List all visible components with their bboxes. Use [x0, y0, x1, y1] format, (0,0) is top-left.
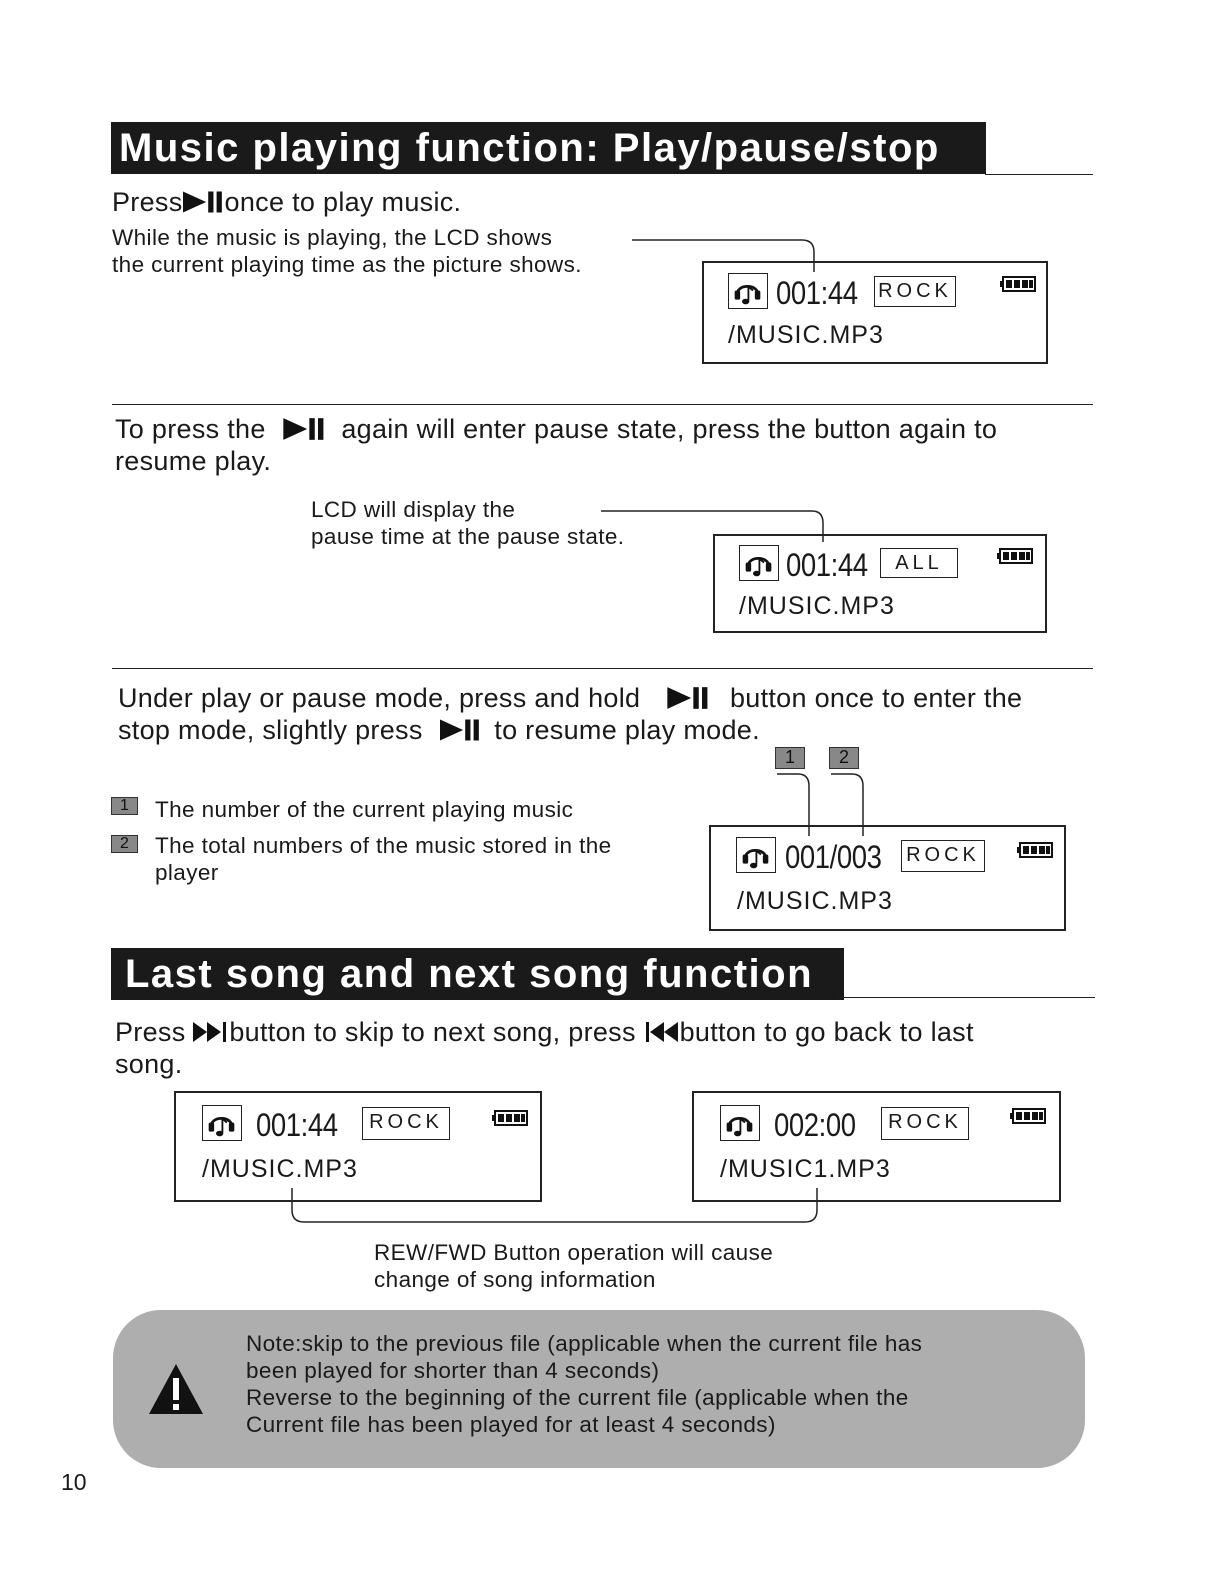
lcd-filename: /MUSIC.MP3 — [737, 887, 893, 915]
lcd-track-counter: 001/003 — [785, 839, 882, 875]
section-title-play-pause-stop: Music playing function: Play/pause/stop — [111, 122, 986, 174]
text-part: to resume play mode. — [494, 715, 760, 745]
press-rest: once to play music. — [224, 187, 462, 217]
title-underline — [838, 997, 1095, 998]
text-part: stop mode, slightly press — [118, 715, 423, 745]
lcd-desc-line-2: the current playing time as the picture shows. — [112, 252, 582, 277]
headphone-icon — [728, 273, 768, 309]
warning-icon — [147, 1362, 205, 1416]
section-divider — [112, 668, 1093, 669]
lcd-filename: /MUSIC.MP3 — [202, 1155, 358, 1183]
stop-instruction-line-1 — [118, 682, 1022, 714]
battery-icon — [1000, 276, 1036, 292]
battery-icon — [492, 1110, 528, 1126]
legend-number-1: 1 — [111, 797, 138, 815]
lcd-mode-badge: ROCK — [362, 1107, 450, 1140]
lcd-time: 001:44 — [776, 275, 858, 311]
legend-number-2: 2 — [111, 835, 138, 853]
lcd-mode-badge: ROCK — [901, 840, 985, 872]
rew-fwd-caption-line-2: change of song information — [374, 1267, 656, 1292]
battery-icon — [997, 548, 1033, 564]
text-part: button to skip to next song, press — [229, 1017, 636, 1047]
headphone-icon — [736, 837, 776, 873]
callout-number-1: 1 — [775, 747, 805, 769]
text-part: Press — [115, 1017, 186, 1047]
battery-icon — [1017, 842, 1053, 858]
play-pause-icon — [282, 416, 328, 442]
text-part: again will enter pause state, press the button again to — [341, 414, 998, 444]
play-pause-icon — [440, 717, 482, 743]
lcd-mode-badge: ROCK — [874, 276, 956, 307]
lcd-display-track-count — [709, 825, 1066, 931]
text-part: Under play or pause mode, press and hold — [118, 683, 641, 713]
lcd-filename: /MUSIC.MP3 — [739, 592, 895, 620]
battery-icon — [1010, 1108, 1046, 1124]
headphone-icon — [739, 545, 779, 581]
lcd-desc-line-1: While the music is playing, the LCD shows — [112, 225, 553, 250]
previous-track-icon — [644, 1019, 680, 1045]
lcd-time: 002:00 — [774, 1107, 856, 1143]
note-line-4: Current file has been played for at least 4 seconds) — [246, 1412, 776, 1437]
play-pause-icon — [666, 685, 712, 711]
pause-desc-line-1: LCD will display the — [311, 497, 516, 522]
callout-number-2: 2 — [829, 747, 859, 769]
lcd-mode-badge: ALL — [880, 548, 958, 578]
pause-instruction-line-2: resume play. — [115, 446, 272, 476]
headphone-icon — [720, 1105, 760, 1141]
lcd-display-paused — [713, 534, 1047, 633]
legend-text-2: The total numbers of the music stored in the — [155, 833, 612, 858]
next-track-icon — [193, 1019, 229, 1045]
page-number: 10 — [61, 1469, 87, 1495]
note-line-3: Reverse to the beginning of the current file (applicable when the — [246, 1385, 909, 1410]
note-line-1: Note:skip to the previous file (applicable when the current file has — [246, 1331, 923, 1356]
pause-instruction-line-1 — [115, 413, 997, 445]
lcd-display-before-skip — [174, 1091, 542, 1202]
pause-desc-line-2: pause time at the pause state. — [311, 524, 625, 549]
headphone-icon — [202, 1105, 242, 1141]
lcd-display-after-skip — [692, 1091, 1061, 1202]
title-underline — [985, 174, 1093, 175]
press-play-instruction — [112, 186, 461, 218]
skip-instruction-line-2: song. — [115, 1049, 183, 1079]
skip-instruction-line-1 — [115, 1016, 974, 1048]
legend-text-2-cont: player — [155, 860, 219, 885]
section-title-last-next-song: Last song and next song function — [111, 948, 844, 1000]
text-part: To press the — [115, 414, 266, 444]
lcd-time: 001:44 — [786, 547, 868, 583]
stop-instruction-line-2 — [118, 714, 760, 746]
section-divider — [112, 404, 1093, 405]
press-word: Press — [112, 187, 183, 217]
play-pause-icon — [183, 189, 225, 215]
lcd-mode-badge: ROCK — [881, 1107, 969, 1140]
text-part: button to go back to last — [679, 1017, 974, 1047]
rew-fwd-caption-line-1: REW/FWD Button operation will cause — [374, 1240, 774, 1265]
text-part: button once to enter the — [729, 683, 1023, 713]
lcd-filename: /MUSIC1.MP3 — [720, 1155, 891, 1183]
note-line-2: been played for shorter than 4 seconds) — [246, 1358, 660, 1383]
lcd-time: 001:44 — [256, 1107, 338, 1143]
legend-text-1: The number of the current playing music — [155, 797, 574, 822]
lcd-display-playing — [702, 261, 1048, 364]
lcd-filename: /MUSIC.MP3 — [728, 321, 884, 349]
